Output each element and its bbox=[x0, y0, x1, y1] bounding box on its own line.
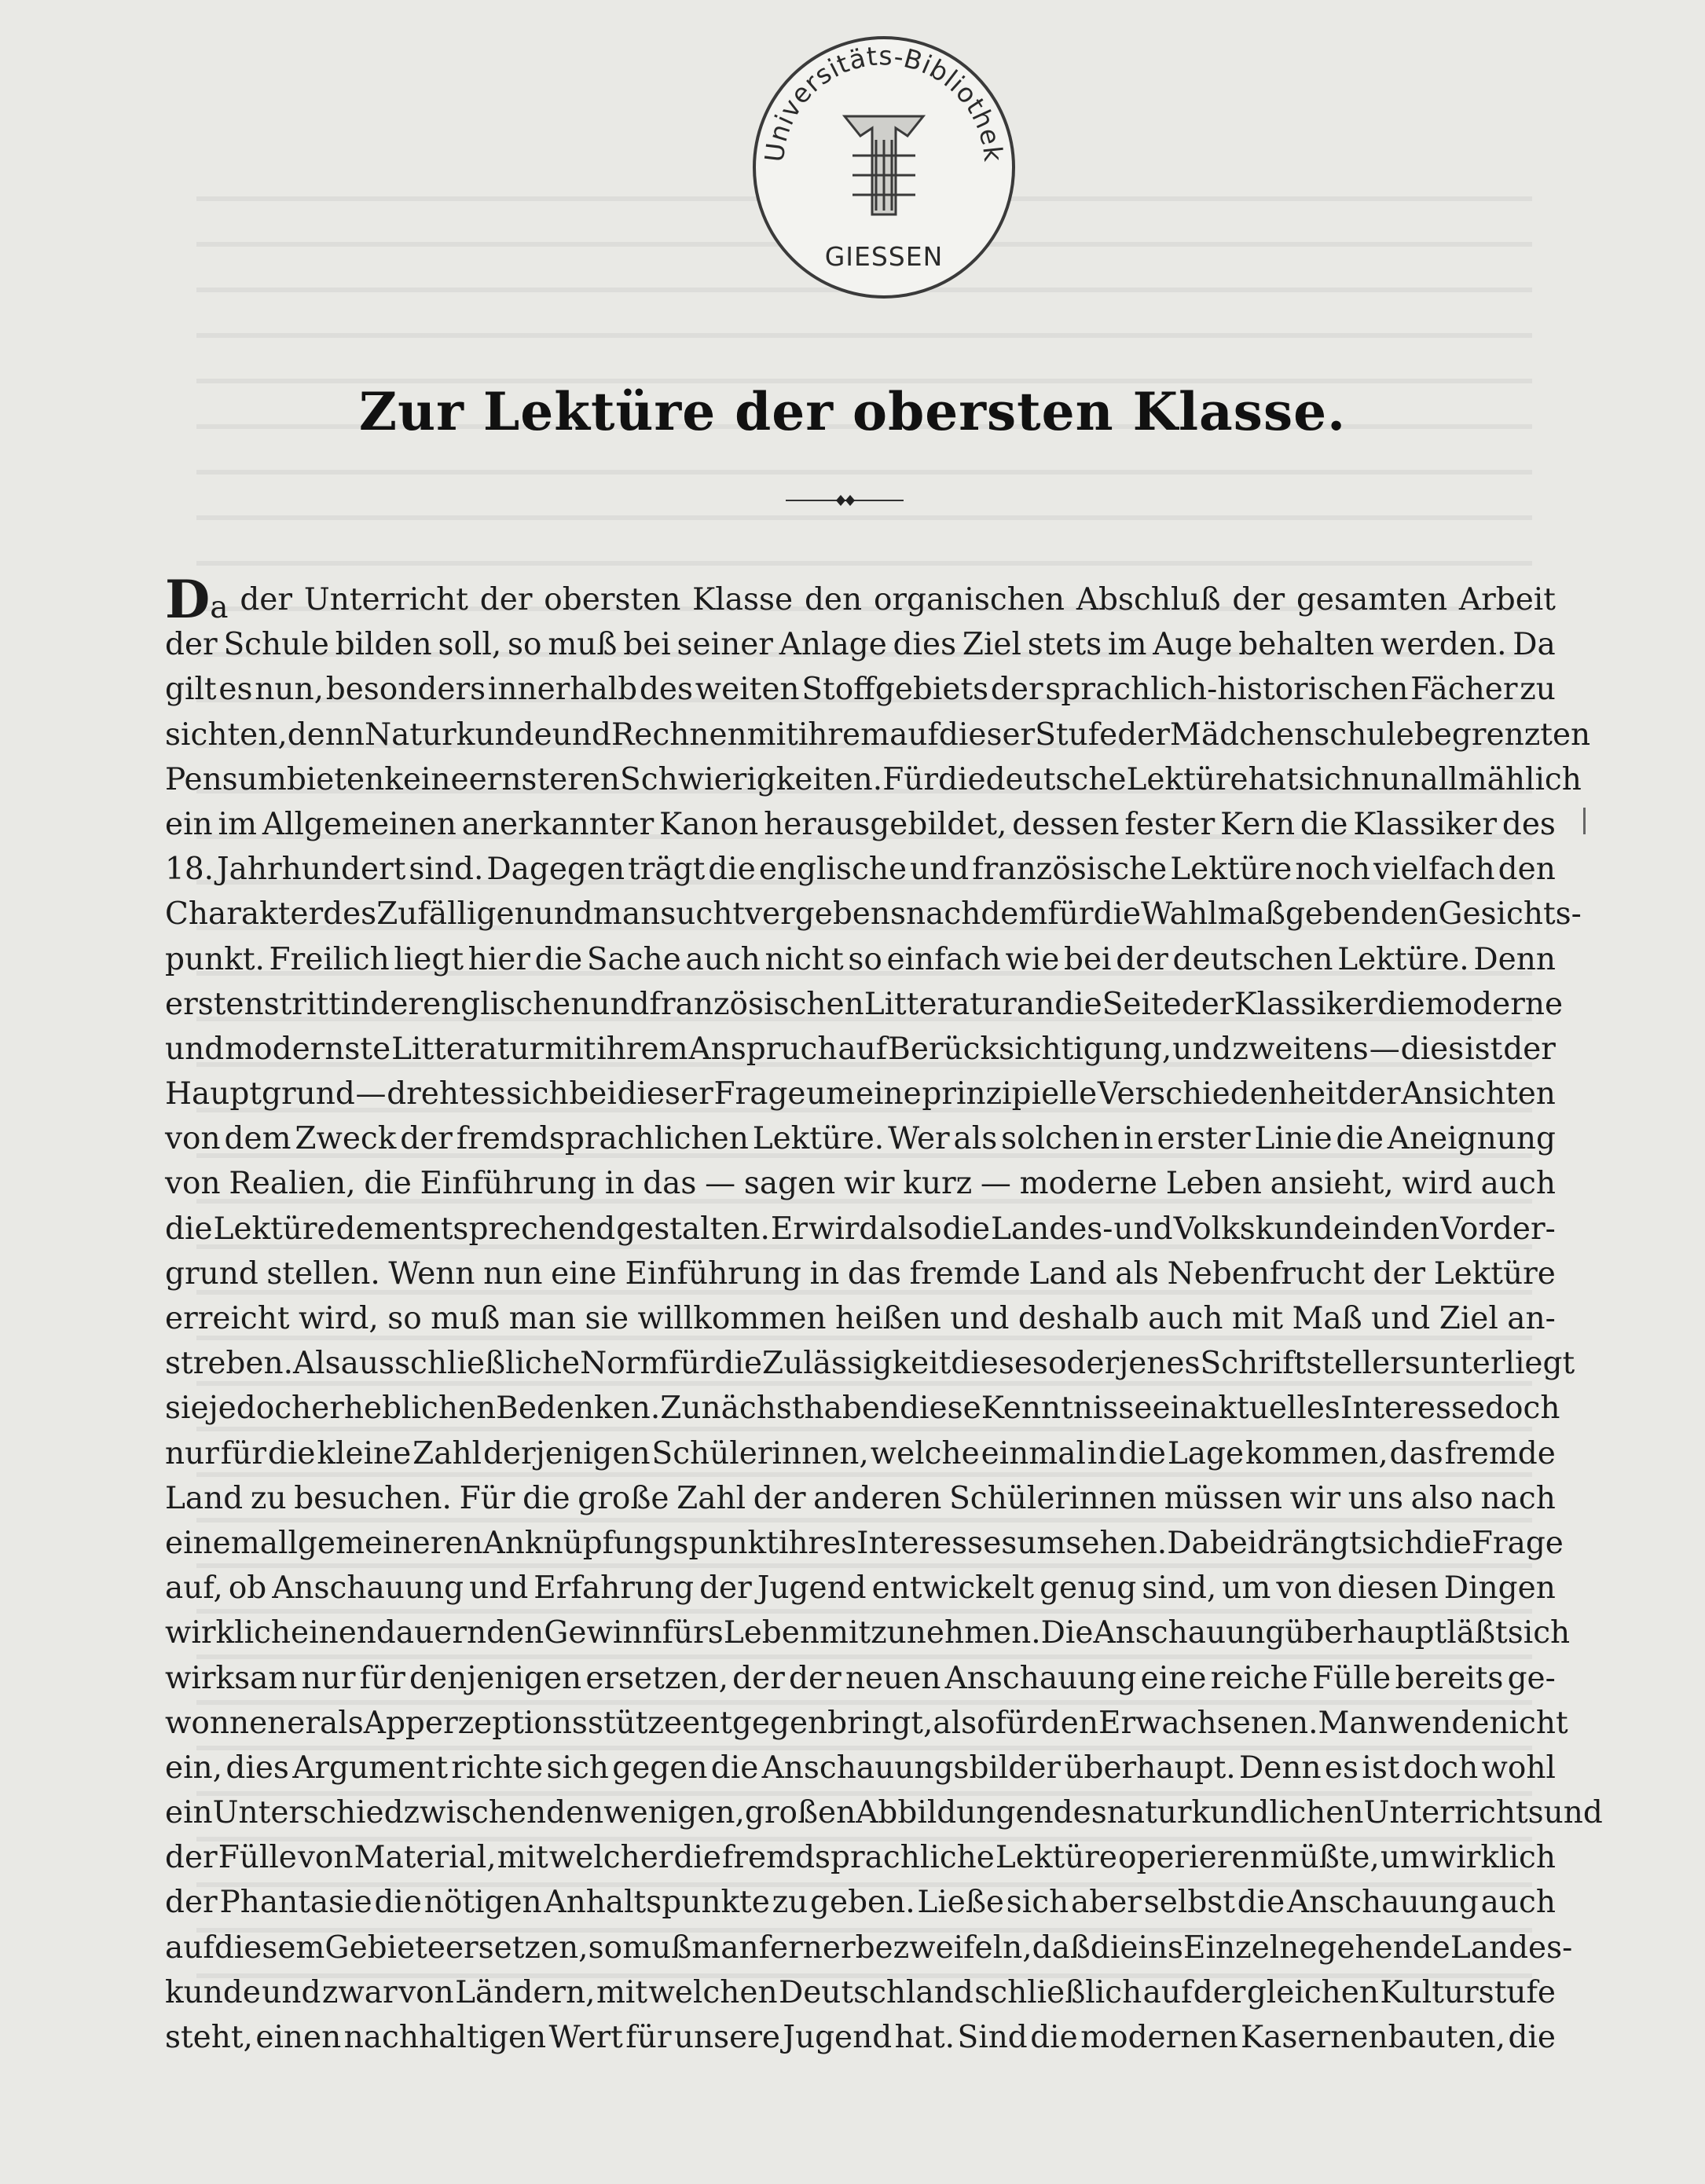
page-title: Zur Lektüre der obersten Klasse. bbox=[358, 381, 1347, 442]
paragraph-line: nur für die kleine Zahl derjenigen Schülerinnen, welche einmal in die Lage kommen, das fremde bbox=[165, 1435, 1556, 1471]
paragraph-line: sie jedoch erheblichen Bedenken. Zunächst haben diese Kenntnisse ein aktuelles Interesse doch bbox=[165, 1391, 1560, 1427]
paragraph-line: steht, einen nachhaltigen Wert für unsere Jugend hat. Sind die modernen Kasernenbauten, die bbox=[165, 2020, 1556, 2055]
paragraph-line: einem allgemeineren Anknüpfungspunkt ihres Interesses umsehen. Dabei drängt sich die Frage bbox=[165, 1525, 1564, 1561]
paragraph-line: der Fülle von Material, mit welcher die fremdsprachliche Lektüre operieren müßte, um wirklich bbox=[165, 1840, 1556, 1876]
paragraph-line: grund stellen. Wenn nun eine Einführung in das fremde Land als Nebenfrucht der Lektüre bbox=[165, 1255, 1556, 1292]
title-divider bbox=[786, 489, 904, 512]
paragraph-line: der Schule bilden soll, so muß bei seiner Anlage dies Ziel stets im Auge behalten werden. Da bbox=[165, 627, 1556, 663]
library-stamp bbox=[746, 30, 1021, 305]
paragraph-line: die Lektüre dementsprechend gestalten. Er wird also die Landes- und Volkskunde in den Vorder- bbox=[165, 1211, 1556, 1247]
body-paragraph bbox=[165, 569, 1603, 2060]
paragraph-line: Charakter des Zufälligen und man sucht vergebens nach dem für die Wahl maßgebenden Gesichts- bbox=[165, 896, 1582, 933]
paragraph-line: streben. Als ausschließliche Norm für die Zulässigkeit dieses oder jenes Schriftstellers unterliegt bbox=[165, 1346, 1575, 1382]
paragraph-line: 18. Jahrhundert sind. Dagegen trägt die englische und französische Lektüre noch vielfach den bbox=[165, 852, 1556, 888]
stamp-arc-textpath: Universitäts-Bibliothek bbox=[758, 40, 1010, 164]
paragraph-line: von Realien, die Einführung in das — sagen wir kurz — moderne Leben ansieht, wird auch bbox=[165, 1166, 1556, 1202]
paragraph-line: Hauptgrund — dreht es sich bei dieser Frage um eine prinzipielle Verschiedenheit der Ansichten bbox=[165, 1076, 1556, 1112]
paragraph-line: Da der Unterricht der obersten Klasse den organischen Abschluß der gesamten Arbeit bbox=[165, 569, 1556, 630]
paragraph-line: der Phantasie die nötigen Anhaltspunkte zu geben. Ließe sich aber selbst die Anschauung auch bbox=[165, 1885, 1556, 1921]
paragraph-line: Pensum bieten keine ernsteren Schwierigkeiten. Für die deutsche Lektüre hat sich nun allmählich bbox=[165, 761, 1582, 797]
paragraph-line: Land zu besuchen. Für die große Zahl der anderen Schülerinnen müssen wir uns also nach bbox=[165, 1480, 1556, 1516]
paragraph-line: wonnener als Apperzeptionsstütze entgegenbringt, also für den Erwachsenen. Man wende nicht bbox=[165, 1705, 1568, 1741]
paragraph-line: erreicht wird, so muß man sie willkommen heißen und deshalb auch mit Maß und Ziel an- bbox=[165, 1301, 1556, 1336]
margin-mark bbox=[1583, 808, 1586, 834]
library-stamp-graphic bbox=[746, 30, 1021, 305]
paragraph-line: auf, ob Anschauung und Erfahrung der Jugend entwickelt genug sind, um von diesen Dingen bbox=[165, 1570, 1556, 1607]
paragraph-line: von dem Zweck der fremdsprachlichen Lektüre. Wer als solchen in erster Linie die Aneignung bbox=[165, 1121, 1556, 1157]
paragraph-line: gilt es nun, besonders innerhalb des weiten Stoffgebiets der sprachlich-historischen Fächer zu bbox=[165, 672, 1556, 708]
paragraph-line: sichten, denn Naturkunde und Rechnen mit ihrem auf dieser Stufe der Mädchenschule begrenzten bbox=[165, 716, 1591, 753]
stamp-city: GIESSEN bbox=[824, 241, 944, 272]
paragraph-line: wirklich einen dauernden Gewinn fürs Leben mitzunehmen. Die Anschauung überhaupt läßt sich bbox=[165, 1615, 1571, 1651]
paragraph-line: und modernste Litteratur mit ihrem Anspruch auf Berücksichtigung, und zweitens — dies ist der bbox=[165, 1031, 1556, 1067]
paragraph-line: ein Unterschied zwischen den wenigen, großen Abbildungen des naturkundlichen Unterrichts und bbox=[165, 1795, 1603, 1831]
paragraph-line: punkt. Freilich liegt hier die Sache auch nicht so einfach wie bei der deutschen Lektüre. Denn bbox=[165, 941, 1556, 977]
paragraph-line: wirksam nur für denjenigen ersetzen, der der neuen Anschauung eine reiche Fülle bereits ge- bbox=[165, 1660, 1556, 1696]
paragraph-line: ein im Allgemeinen anerkannter Kanon herausgebildet, dessen fester Kern die Klassiker des bbox=[165, 806, 1556, 842]
paragraph-line: ein, dies Argument richte sich gegen die Anschauungsbilder überhaupt. Denn es ist doch wohl bbox=[165, 1750, 1556, 1786]
paragraph-line: kunde und zwar von Ländern, mit welchen Deutschland schließlich auf der gleichen Kulturstufe bbox=[165, 1974, 1556, 2010]
paragraph-line: auf diesem Gebiete ersetzen, so muß man ferner bezweifeln, daß die ins Einzelne gehende Landes- bbox=[165, 1929, 1573, 1966]
paragraph-line: erstens tritt in der englischen und französischen Litteratur an die Seite der Klassiker die moderne bbox=[165, 986, 1564, 1022]
